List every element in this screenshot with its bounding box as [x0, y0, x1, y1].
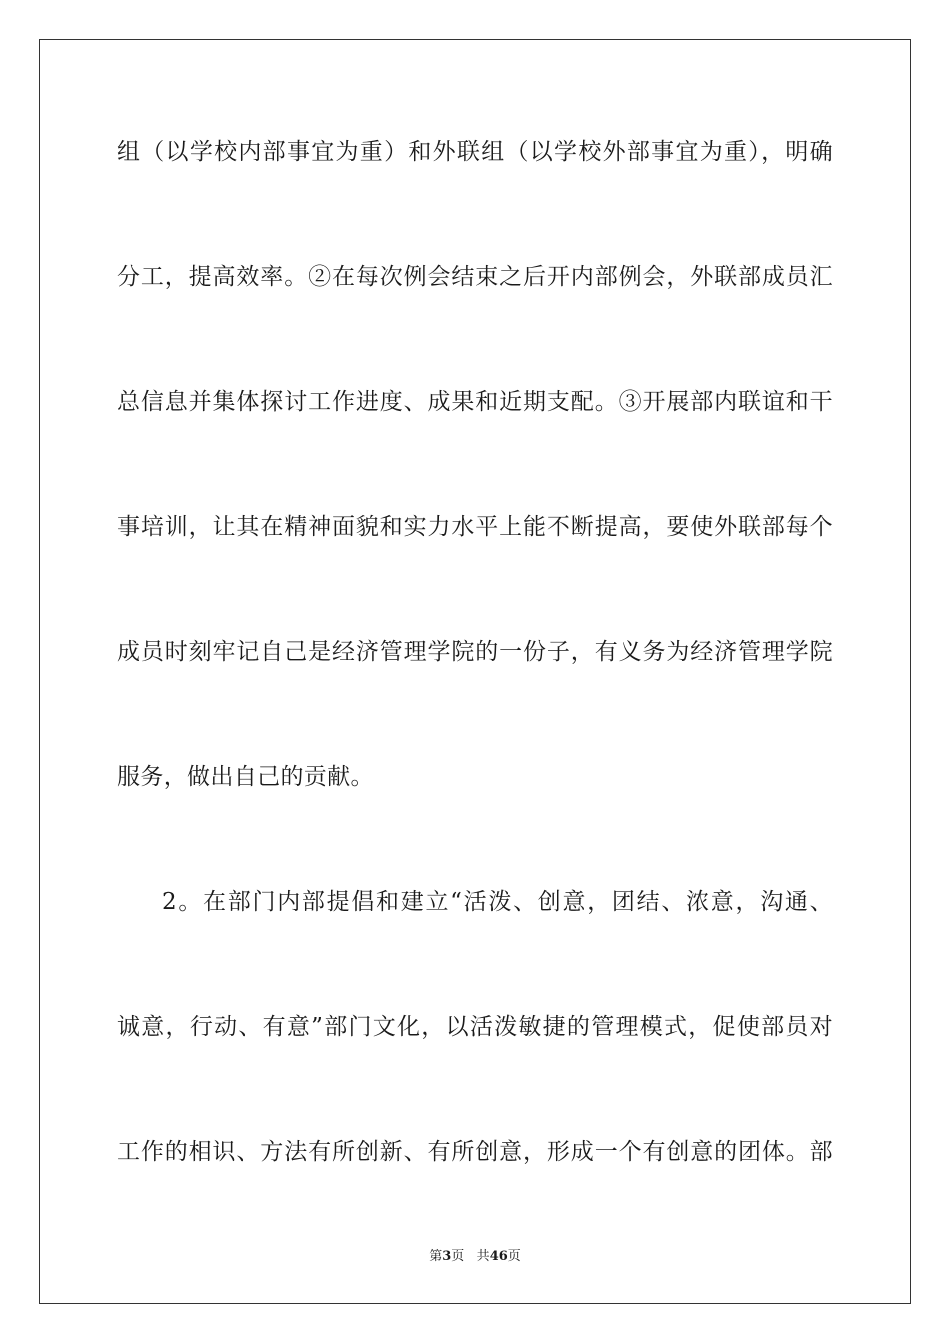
page-suffix: 页 [451, 1249, 465, 1264]
text-line-6: 服务，做出自己的贡献。 [117, 764, 374, 790]
page-border [39, 39, 911, 1304]
text-line-2: 分工，提高效率。②在每次例会结束之后开内部例会，外联部成员汇 [117, 264, 833, 290]
page-number: 3 [442, 1249, 452, 1264]
text-line-5: 成员时刻牢记自己是经济管理学院的一份子，有义务为经济管理学院 [117, 639, 833, 665]
text-line-3: 总信息并集体探讨工作进度、成果和近期支配。③开展部内联谊和干 [117, 389, 833, 415]
text-line-7: 2。在部门内部提倡和建立“活泼、创意，团结、浓意，沟通、 [162, 889, 833, 915]
text-line-1: 组（以学校内部事宜为重）和外联组（以学校外部事宜为重），明确 [117, 139, 833, 165]
text-line-4: 事培训，让其在精神面貌和实力水平上能不断提高，要使外联部每个 [117, 514, 833, 540]
page-prefix: 第 [429, 1249, 443, 1264]
page-footer [0, 1248, 950, 1266]
text-line-9: 工作的相识、方法有所创新、有所创意，形成一个有创意的团体。部 [117, 1139, 833, 1165]
text-line-8: 诚意，行动、有意”部门文化，以活泼敏捷的管理模式，促使部员对 [117, 1014, 833, 1040]
total-suffix: 页 [507, 1249, 521, 1264]
total-pages: 46 [489, 1249, 508, 1264]
total-prefix: 共 [476, 1249, 490, 1264]
